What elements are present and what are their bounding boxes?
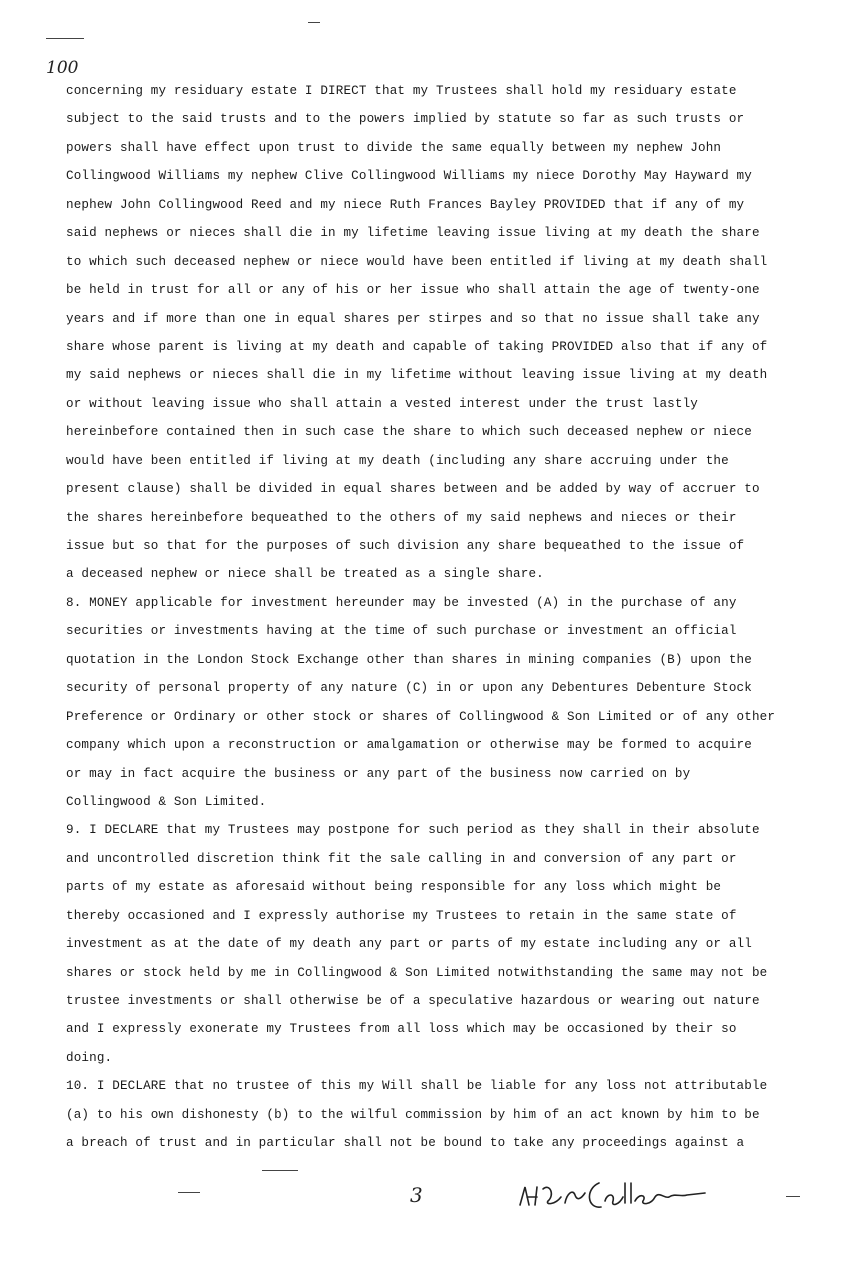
text-line: nephew John Collingwood Reed and my niece Ruth Frances Bayley PROVIDED that if any of my	[66, 197, 745, 212]
text-line: and I expressly exonerate my Trustees from all loss which may be occasioned by their so	[66, 1022, 737, 1037]
text-line: shares or stock held by me in Collingwood & Son Limited notwithstanding the same may not be	[66, 965, 768, 980]
text-line: subject to the said trusts and to the powers implied by statute so far as such trusts or	[66, 112, 745, 127]
text-line: (a) to his own dishonesty (b) to the wilful commission by him of an act known by him to be	[66, 1107, 760, 1122]
text-line: to which such deceased nephew or niece would have been entitled if living at my death shall	[66, 254, 768, 269]
margin-mark	[262, 1170, 298, 1171]
text-line: or without leaving issue who shall attain a vested interest under the trust lastly	[66, 396, 699, 411]
text-line: Collingwood & Son Limited.	[66, 794, 267, 809]
text-line: a breach of trust and in particular shall not be bound to take any proceedings against a	[66, 1136, 745, 1151]
text-line: years and if more than one in equal shares per stirpes and so that no issue shall take any	[66, 311, 760, 326]
margin-mark	[308, 22, 320, 23]
text-line: company which upon a reconstruction or amalgamation or otherwise may be formed to acquire	[66, 738, 752, 753]
text-line: be held in trust for all or any of his or her issue who shall attain the age of twenty-one	[66, 283, 760, 298]
text-line: said nephews or nieces shall die in my lifetime leaving issue living at my death the share	[66, 226, 760, 241]
text-line: thereby occasioned and I expressly authorise my Trustees to retain in the same state of	[66, 908, 737, 923]
text-line: present clause) shall be divided in equal shares between and be added by way of accruer to	[66, 482, 760, 497]
clause-9-line: 9. I DECLARE that my Trustees may postpone for such period as they shall in their absolute	[66, 823, 760, 838]
text-line: and uncontrolled discretion think fit the sale calling in and conversion of any part or	[66, 851, 737, 866]
margin-mark	[178, 1192, 200, 1193]
will-body-text	[66, 77, 836, 1158]
text-line: securities or investments having at the time of such purchase or investment an official	[66, 624, 737, 639]
folio-number: 100	[46, 58, 79, 78]
text-line: concerning my residuary estate I DIRECT that my Trustees shall hold my residuary estate	[66, 84, 737, 98]
text-line: my said nephews or nieces shall die in my lifetime without leaving issue living at my death	[66, 368, 768, 383]
text-line: or may in fact acquire the business or any part of the business now carried on by	[66, 766, 691, 781]
text-line: security of personal property of any nature (C) in or upon any Debentures Debenture Stock	[66, 681, 752, 696]
text-line: investment as at the date of my death any part or parts of my estate including any or all	[66, 937, 752, 952]
margin-mark	[786, 1196, 800, 1197]
margin-mark	[46, 38, 84, 39]
clause-8-line: 8. MONEY applicable for investment hereunder may be invested (A) in the purchase of any	[66, 595, 737, 610]
text-line: Preference or Ordinary or other stock or shares of Collingwood & Son Limited or of any other	[66, 709, 776, 724]
text-line: share whose parent is living at my death and capable of taking PROVIDED also that if any of	[66, 339, 768, 354]
handwritten-signature	[515, 1175, 715, 1215]
text-line: issue but so that for the purposes of such division any share bequeathed to the issue of	[66, 539, 745, 553]
text-line: would have been entitled if living at my death (including any share accruing under the	[66, 453, 729, 468]
text-line: the shares hereinbefore bequeathed to the others of my said nephews and nieces or their	[66, 510, 737, 525]
text-line: trustee investments or shall otherwise be of a speculative hazardous or wearing out nature	[66, 994, 760, 1008]
text-line: Collingwood Williams my nephew Clive Collingwood Williams my niece Dorothy May Hayward my	[66, 169, 752, 184]
text-line: parts of my estate as aforesaid without being responsible for any loss which might be	[66, 880, 722, 895]
text-line: powers shall have effect upon trust to divide the same equally between my nephew John	[66, 140, 722, 155]
text-line: a deceased nephew or niece shall be treated as a single share.	[66, 567, 544, 582]
text-line: doing.	[66, 1050, 113, 1065]
text-line: quotation in the London Stock Exchange other than shares in mining companies (B) upon the	[66, 652, 752, 667]
page-number: 3	[410, 1183, 423, 1207]
text-line: hereinbefore contained then in such case the share to which such deceased nephew or niece	[66, 425, 752, 440]
clause-10-line: 10. I DECLARE that no trustee of this my Will shall be liable for any loss not attributable	[66, 1079, 768, 1094]
